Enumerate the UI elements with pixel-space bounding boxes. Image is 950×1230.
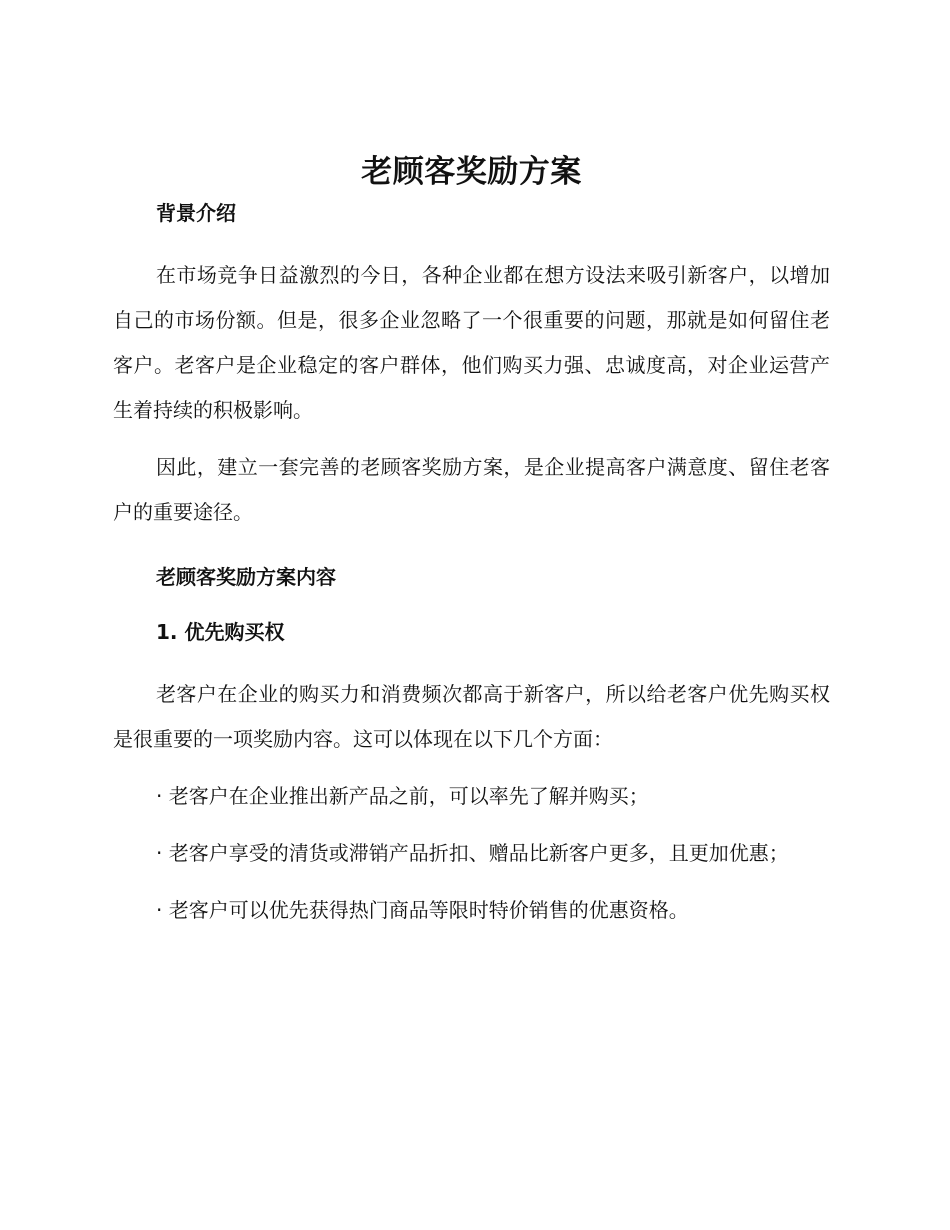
background-paragraph-1: 在市场竞争日益激烈的今日，各种企业都在想方设法来吸引新客户，以增加自己的市场份额。但是，很多企业忽略了一个很重要的问题，那就是如何留住老客户。老客户是企业稳定的客户群体，他们购买力强、忠诚度高，对企业运营产生着持续的积极影响。 [113,263,830,422]
bullet-item-1: · 老客户在企业推出新产品之前，可以率先了解并购买； [156,784,649,808]
content-paragraph: 老客户在企业的购买力和消费频次都高于新客户，所以给老客户优先购买权是很重要的一项奖励内容。这可以体现在以下几个方面： [113,682,830,751]
section-heading-content: 老顾客奖励方案内容 [156,565,336,589]
document-title: 老顾客奖励方案 [361,154,582,190]
subheading-priority-purchase: 1. 优先购买权 [156,620,285,644]
bullet-item-3: · 老客户可以优先获得热门商品等限时特价销售的优惠资格。 [156,898,689,922]
section-heading-background: 背景介绍 [156,201,236,225]
background-paragraph-2: 因此，建立一套完善的老顾客奖励方案，是企业提高客户满意度、留住老客户的重要途径。 [113,455,830,524]
bullet-item-2: · 老客户享受的清货或滞销产品折扣、赠品比新客户更多，且更加优惠； [156,841,789,865]
